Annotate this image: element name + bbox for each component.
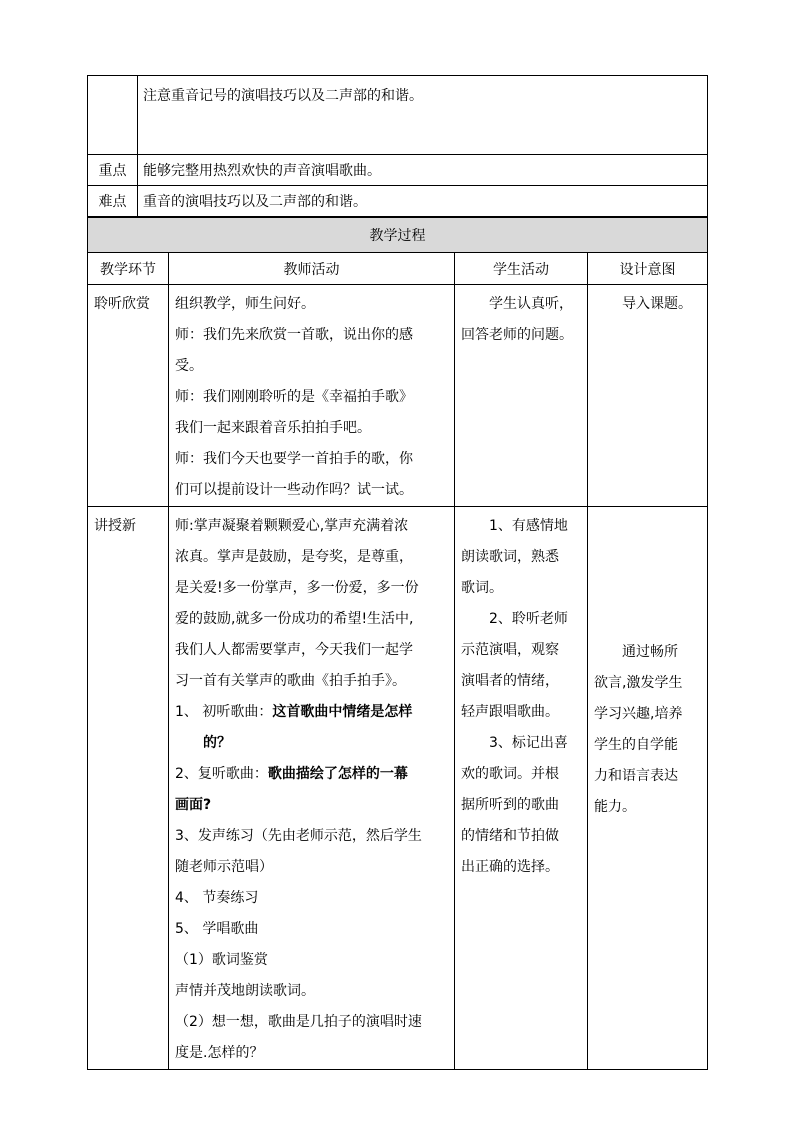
header-intent: 设计意图 [588, 253, 708, 285]
sub-step-1-text: 声情并茂地朗读歌词。 [175, 983, 315, 999]
step-5: 5、 学唱歌曲 [175, 921, 259, 937]
step-1-question-cont: 的？ [203, 735, 231, 751]
teacher-line: 受。 [175, 358, 203, 374]
intent-line: 力和语言表达 [594, 768, 678, 784]
student-line: 歌词。 [461, 580, 503, 596]
teacher-line: 师：我们今天也要学一首拍手的歌，你 [175, 451, 413, 467]
sub-step-1: （1）歌词鉴赏 [175, 952, 268, 968]
student-line: 演唱者的情绪， [461, 673, 559, 689]
teacher-line: 们可以提前设计一些动作吗？试一试。 [175, 482, 413, 498]
step-2-question: 歌曲描绘了怎样的一幕 [267, 766, 408, 782]
teacher-line: 我们人人都需要掌声，今天我们一起学 [175, 642, 413, 658]
step-1-prefix: 1、 初听歌曲： [175, 704, 273, 720]
intent-line: 学生的自学能 [594, 737, 678, 753]
student-line: 示范演唱，观察 [461, 642, 559, 658]
intent-line: 导入课题。 [622, 296, 692, 312]
teacher-line: 师:掌声凝聚着颗颗爱心,掌声充满着浓 [175, 518, 409, 534]
step-2-prefix: 2、复听歌曲： [175, 766, 268, 782]
intent-cell [588, 507, 708, 1070]
objectives-table [87, 75, 708, 217]
student-line: 欢的歌词。并根 [461, 766, 559, 782]
teacher-line: 爱的鼓励,就多一份成功的希望!生活中, [175, 611, 414, 627]
student-cell [455, 285, 588, 507]
teacher-line: 浓真。掌声是鼓励，是夸奖，是尊重， [175, 549, 413, 565]
header-stage: 教学环节 [88, 253, 169, 285]
intent-line: 欲言,激发学生 [594, 675, 683, 691]
teacher-cell [169, 285, 455, 507]
student-line: 回答老师的问题。 [461, 327, 573, 343]
step-2-question-cont: 画面? [175, 797, 212, 813]
step-2 [175, 759, 448, 790]
teacher-line: 师：我们先来欣赏一首歌，说出你的感 [175, 327, 413, 343]
teacher-line: 我们一起来跟着音乐拍拍手吧。 [175, 420, 371, 436]
student-line: 学生认真听， [489, 296, 573, 312]
step-1 [175, 697, 448, 728]
objective-label-cell [88, 76, 138, 155]
student-line: 的情绪和节拍做 [461, 828, 559, 844]
student-line: 2、聆听老师 [489, 611, 568, 627]
teacher-line: 组织教学，师生问好。 [175, 296, 315, 312]
stage-cell [88, 507, 169, 1070]
student-line: 出正确的选择。 [461, 859, 559, 875]
sub-step-2-line: 度是.怎样的？ [175, 1045, 264, 1061]
intent-line: 能力。 [594, 799, 636, 815]
student-line: 3、标记出喜 [489, 735, 568, 751]
process-table [87, 217, 708, 1070]
student-cell [455, 507, 588, 1070]
teacher-line: 师：我们刚刚聆听的是《幸福拍手歌》 [175, 389, 413, 405]
table-row [88, 507, 708, 1070]
sub-step-2-line: （2）想一想，歌曲是几拍子的演唱时速 [175, 1014, 422, 1030]
process-title: 教学过程 [88, 218, 708, 253]
header-row [88, 253, 708, 285]
student-line: 轻声跟唱歌曲。 [461, 704, 559, 720]
objective-text: 注意重音记号的演唱技巧以及二声部的和谐。 [138, 76, 708, 155]
intent-line: 学习兴趣,培养 [594, 706, 683, 722]
step-4: 4、 节奏练习 [175, 890, 259, 906]
objective-row [88, 76, 708, 155]
table-row [88, 285, 708, 507]
teacher-line: 是关爱!多一份掌声，多一份爱，多一份 [175, 580, 419, 596]
difficulty-label: 难点 [88, 186, 138, 217]
intent-line: 通过畅所 [622, 644, 678, 660]
step-3-line: 随老师示范唱） [175, 859, 273, 875]
stage-cell [88, 285, 169, 507]
header-teacher: 教师活动 [169, 253, 455, 285]
header-student: 学生活动 [455, 253, 588, 285]
student-line: 据所听到的歌曲 [461, 797, 559, 813]
difficulty-row [88, 186, 708, 217]
teacher-line: 习一首有关掌声的歌曲《拍手拍手》。 [175, 673, 406, 689]
key-point-text: 能够完整用热烈欢快的声音演唱歌曲。 [138, 155, 708, 186]
step-3-line: 3、发声练习（先由老师示范，然后学生 [175, 828, 422, 844]
student-line: 1、有感情地 [489, 518, 568, 534]
process-title-row [88, 218, 708, 253]
step-1-question: 这首歌曲中情绪是怎样 [272, 704, 413, 720]
stage-label: 聆听欣赏 [94, 296, 150, 312]
teacher-cell [169, 507, 455, 1070]
key-point-row [88, 155, 708, 186]
student-line: 朗读歌词，熟悉 [461, 549, 559, 565]
stage-label: 讲授新 [94, 518, 136, 534]
difficulty-text: 重音的演唱技巧以及二声部的和谐。 [138, 186, 708, 217]
intent-cell [588, 285, 708, 507]
key-point-label: 重点 [88, 155, 138, 186]
